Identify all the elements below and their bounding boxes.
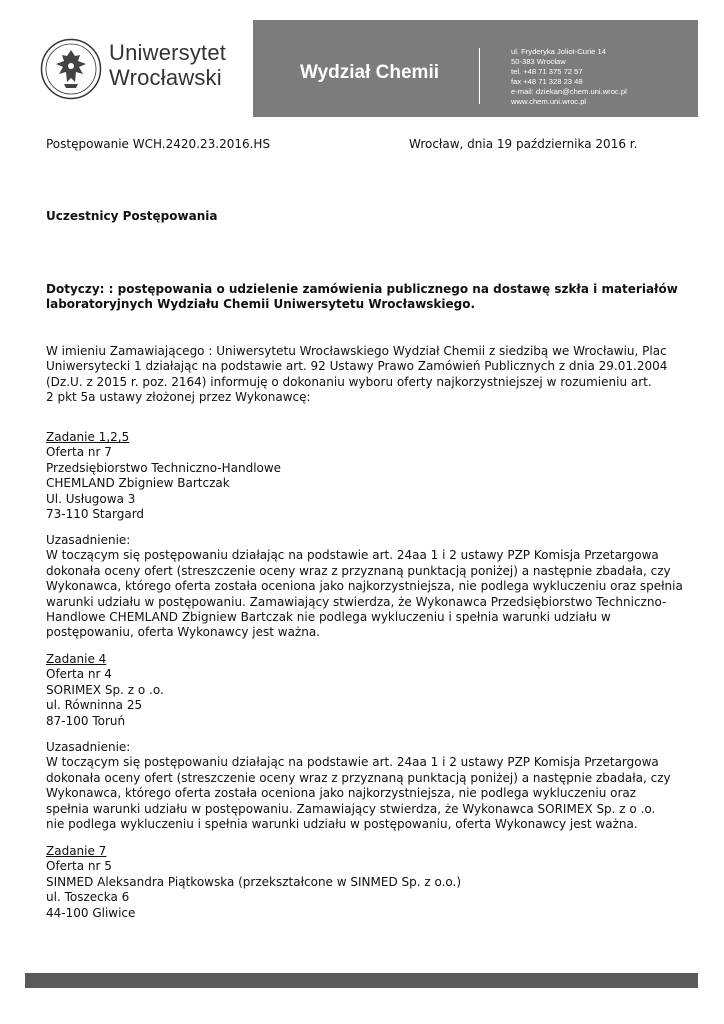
justification-line: Wykonawca, którego oferta została oceniona jako najkorzystniejsza, nie podlega wykluczeniu oraz spełnia (46, 579, 683, 594)
contact-fax: fax +48 71 328 23 48 (511, 77, 583, 86)
justification (46, 533, 696, 641)
contact-phone: tel. +48 71 375 72 57 (511, 67, 583, 76)
justification-line: dokonała oceny ofert (streszczenie oceny wraz z przyznaną punktacją poniżej) a następnie zbadała, czy (46, 563, 671, 578)
justification-line: Handlowe CHEMLAND Zbigniew Bartczak nie podlega wykluczeniu i spełnia warunki udziału w (46, 610, 611, 625)
justification-line: nie podlega wykluczeniu i spełnia warunki udziału w postępowaniu, oferta Wykonawcy jest ważna. (46, 817, 638, 832)
task-detail: SORIMEX Sp. z o .o. (46, 682, 164, 697)
task-detail: ul. Równinna 25 (46, 698, 143, 713)
justification-line: Wykonawca, którego oferta została oceniona jako najkorzystniejsza, nie podlega wykluczeniu oraz (46, 786, 637, 801)
task-section (46, 844, 696, 921)
header-divider (479, 48, 480, 104)
intro-line: Uniwersytecki 1 działając na podstawie art. 92 Ustawy Prawo Zamówień Publicznych z dnia 29.01.2004 (46, 359, 668, 374)
justification-label: Uzasadnienie: (46, 533, 131, 547)
contact-address: ul. Fryderyka Joliot-Curie 14 (511, 47, 606, 56)
place-date: Wrocław, dnia 19 października 2016 r. (409, 137, 638, 151)
task-detail: Przedsiębiorstwo Techniczno-Handlowe (46, 460, 282, 475)
subject (46, 282, 696, 313)
justification-label: Uzasadnienie: (46, 740, 131, 754)
university-name (109, 40, 226, 90)
intro-line: 2 pkt 5a ustawy złożonej przez Wykonawcę: (46, 390, 311, 405)
contact-email[interactable]: e-mail: dziekan@chem.uni.wroc.pl (511, 87, 627, 96)
contact-postcode: 50-383 Wrocław (511, 57, 566, 66)
justification-line: W toczącym się postępowaniu działając na podstawie art. 24aa 1 i 2 ustawy PZP Komisja Przetargowa (46, 755, 659, 770)
justification-line: W toczącym się postępowaniu działając na podstawie art. 24aa 1 i 2 ustawy PZP Komisja Przetargowa (46, 548, 659, 563)
intro-paragraph (46, 344, 696, 406)
task-title: Zadanie 7 (46, 844, 107, 858)
footer-bar (25, 973, 698, 988)
justification (46, 740, 696, 832)
task-detail: Ul. Usługowa 3 (46, 491, 136, 506)
justification-line: spełnia warunki udziału w postępowaniu. Zamawiający stwierdza, że Wykonawca SORIMEX Sp. z o .o. (46, 801, 656, 816)
task-section (46, 652, 696, 729)
task-section (46, 430, 696, 522)
justification-line: warunki udziału w postępowaniu. Zamawiający stwierdza, że Wykonawca Przedsiębiorstwo Techniczno- (46, 594, 667, 609)
subject-line: laboratoryjnych Wydziału Chemii Uniwersytetu Wrocławskiego. (46, 297, 476, 312)
faculty-name: Wydział Chemii (300, 62, 440, 83)
task-detail: CHEMLAND Zbigniew Bartczak (46, 476, 230, 491)
intro-line: (Dz.U. z 2015 r. poz. 2164) informuję o dokonaniu wyboru oferty najkorzystniejszej w rozumieniu art. (46, 374, 652, 389)
university-name-line2: Wrocławski (109, 65, 222, 90)
task-detail: Oferta nr 4 (46, 667, 112, 682)
task-detail: 73-110 Stargard (46, 507, 145, 522)
justification-line: dokonała oceny ofert (streszczenie oceny wraz z przyznaną punktacją poniżej) a następnie zbadała, czy (46, 770, 671, 785)
subject-line: Dotyczy: : postępowania o udzielenie zamówienia publicznego na dostawę szkła i materiałów (46, 282, 678, 296)
task-detail: SINMED Aleksandra Piątkowska (przekształcone w SINMED Sp. z o.o.) (46, 874, 462, 889)
justification-line: postępowaniu, oferta Wykonawcy jest ważna. (46, 625, 320, 640)
task-detail: Oferta nr 7 (46, 445, 112, 460)
university-seal-icon (40, 38, 102, 100)
task-detail: ul. Toszecka 6 (46, 890, 130, 905)
addressee: Uczestnicy Postępowania (46, 209, 218, 223)
contact-block (511, 47, 627, 107)
task-title: Zadanie 4 (46, 652, 107, 666)
university-name-line1: Uniwersytet (109, 40, 227, 65)
task-detail: Oferta nr 5 (46, 859, 112, 874)
task-title: Zadanie 1,2,5 (46, 430, 130, 444)
letterhead-logo-area (25, 20, 253, 117)
letterhead (25, 20, 698, 117)
reference-number: Postępowanie WCH.2420.23.2016.HS (46, 137, 271, 151)
task-detail: 87-100 Toruń (46, 713, 126, 728)
contact-website[interactable]: www.chem.uni.wroc.pl (511, 97, 587, 106)
task-detail: 44-100 Gliwice (46, 905, 136, 920)
intro-line: W imieniu Zamawiającego : Uniwersytetu Wrocławskiego Wydział Chemii z siedzibą we Wrocławiu, Plac (46, 344, 667, 358)
